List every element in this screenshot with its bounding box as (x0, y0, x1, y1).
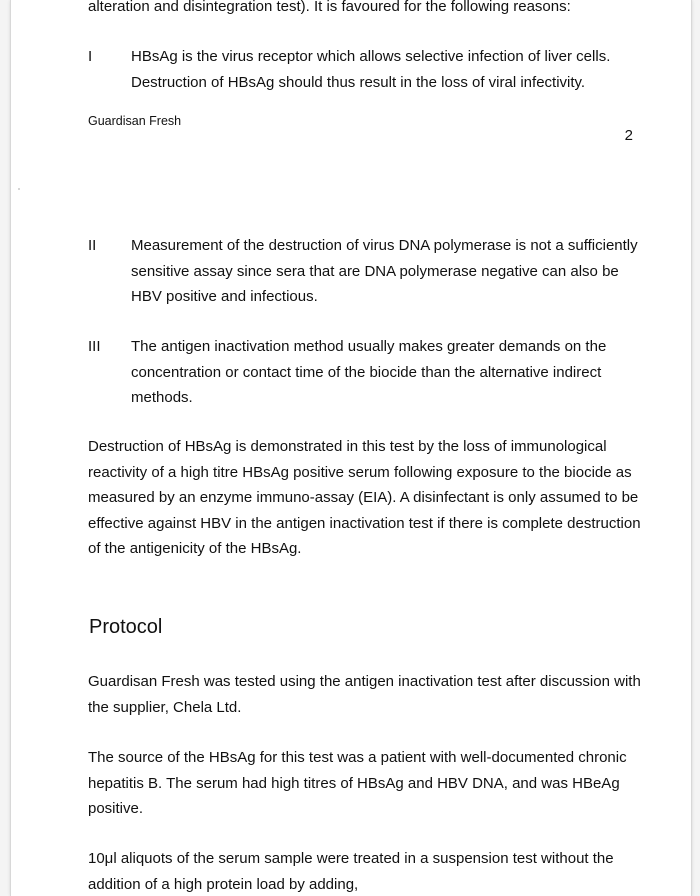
reason-2-line-1: Measurement of the destruction of virus DNA polymerase is not a sufficiently (131, 237, 638, 254)
reason-text-1 (131, 44, 651, 95)
protocol-paragraph-3 (88, 846, 648, 896)
scan-speck (18, 188, 20, 190)
protocol-2-line-2: hepatitis B. The serum had high titres of HBsAg and HBV DNA, and was HBeAg (88, 774, 620, 792)
reason-1-line-1: HBsAg is the virus receptor which allows selective infection of liver cells. (131, 48, 611, 65)
reason-numeral-3: III (88, 338, 101, 355)
protocol-2-line-3: positive. (88, 800, 144, 817)
running-header-label: Guardisan Fresh (88, 114, 182, 128)
document-page (10, 0, 692, 896)
reason-numeral-1: I (88, 48, 93, 65)
destruction-line-3: measured by an enzyme immuno-assay (EIA). A disinfectant is only assumed to be (88, 489, 639, 506)
protocol-1-line-1: Guardisan Fresh was tested using the antigen inactivation test after discussion with (88, 673, 641, 690)
protocol-3-line-2: addition of a high protein load by adding, (88, 875, 359, 893)
protocol-2-line-1: The source of the HBsAg for this test was a patient with well-documented chronic (88, 749, 627, 766)
reason-3-line-3: methods. (131, 389, 193, 406)
reason-text-3 (131, 334, 651, 411)
reason-numeral-2: II (88, 237, 97, 254)
destruction-line-5: of the antigenicity of the HBsAg. (88, 540, 302, 557)
destruction-line-4: effective against HBV in the antigen inactivation test if there is complete destruction (88, 514, 641, 532)
destruction-line-1: Destruction of HBsAg is demonstrated in this test by the loss of immunological (88, 438, 607, 455)
reason-3-line-1: The antigen inactivation method usually makes greater demands on the (131, 338, 607, 355)
protocol-paragraph-1 (88, 669, 648, 720)
intro-line: alteration and disintegration test). It is favoured for the following reasons: (88, 0, 571, 15)
page-number: 2 (624, 127, 633, 144)
reason-text-2 (131, 233, 651, 310)
destruction-line-2: reactivity of a high titre HBsAg positive serum following exposure to the biocide as (88, 463, 632, 481)
protocol-paragraph-2 (88, 745, 648, 822)
reason-2-line-2: sensitive assay since sera that are DNA polymerase negative can also be (131, 262, 619, 280)
reason-2-line-3: HBV positive and infectious. (131, 288, 318, 305)
reason-3-line-2: concentration or contact time of the biocide than the alternative indirect (131, 363, 602, 381)
protocol-heading: Protocol (89, 616, 163, 638)
destruction-paragraph (88, 434, 648, 562)
protocol-1-line-2: the supplier, Chela Ltd. (88, 698, 242, 716)
protocol-3-line-1: 10μl aliquots of the serum sample were treated in a suspension test without the (88, 850, 614, 867)
reason-1-line-2: Destruction of HBsAg should thus result in the loss of viral infectivity. (131, 73, 586, 91)
